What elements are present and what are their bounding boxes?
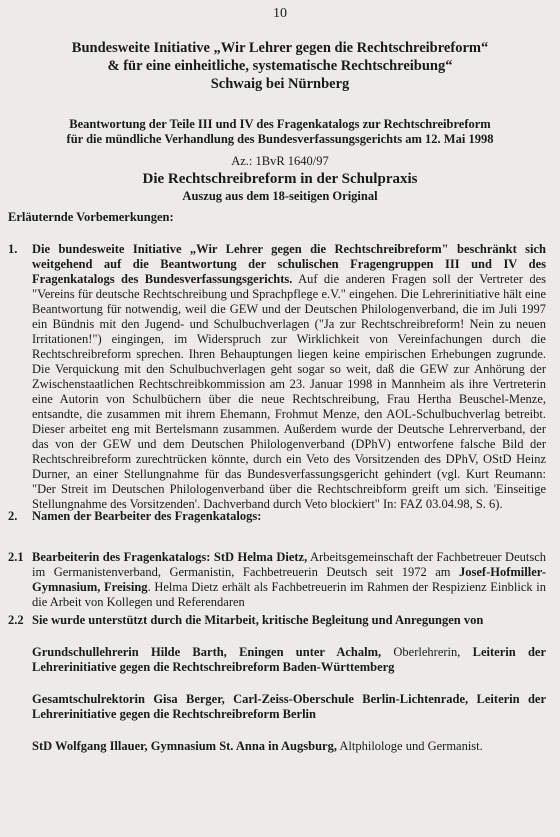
item-heading: Namen der Bearbeiter des Fragenkatalogs: — [32, 509, 262, 523]
contributor-illauer: StD Wolfgang Illauer, Gymnasium St. Anna in Augsburg, Altphilologe und Germanist. — [32, 739, 483, 753]
item-bold-text: Bearbeiterin des Fragenkatalogs: StD Helma Dietz, — [32, 550, 308, 564]
item-text — [32, 242, 546, 512]
item-number: 1. — [8, 242, 18, 256]
item-body-text: Arbeitsgemeinschaft der Fachbetreuer Deutsch im Germanistenverband, Germanistin, Fachbetreuerin Deutsch seit 1972 am — [32, 550, 546, 579]
header-line-2: & für eine einheitliche, systematische Rechtschreibung“ — [107, 58, 453, 74]
contributor-berger: Gesamtschulrektorin Gisa Berger, Carl-Zeiss-Oberschule Berlin-Lichtenrade, Leiterin der Lehrerinitiative gegen die Rechtschreibreform Berlin — [32, 692, 546, 721]
list-item-1 — [8, 242, 546, 512]
document-title: Die Rechtschreibreform in der Schulpraxis — [142, 171, 418, 187]
page-number: 10 — [273, 6, 287, 21]
list-item-2 — [8, 509, 546, 524]
subheader — [0, 117, 560, 147]
item-number: 2.1 — [8, 550, 24, 564]
subheader-line-2: für die mündliche Verhandlung des Bundesverfassungsgerichts am 12. Mai 1998 — [66, 132, 494, 146]
item-body-text: Auf die anderen Fragen soll der Vertreter des "Vereins für deutsche Rechtschreibung und Sprachpflege e.V." eingehen. Die Lehrerinitiative hält eine Beantwortung für notwendig, weil die GEW und der Deutschen Philologenverband, die im Juli 1997 ein Bündnis mit den Jugend- und Schulbuchverlagen ("Ja zur Rechtschreibreform! Nein zu neuen Irritationen!") eingingen, im Widerspruch zur Wirklichkeit von Vereinfachungen durch die Rechtschreibreform sprechen. Ihren Behauptungen liegen keine empirischen Erhebungen zugrunde. Die Verquickung mit den Schulbuchverlagen geht sogar so weit, daß die GEW zur Anhörung der Zwischenstaatlichen Rechtschreibkommission am 23. Januar 1998 in Mannheim als ihre Vertreterin eine Autorin von Schulbüchern über die neue Rechtschreibung, Frau Hertha Beuschel-Menze, entsandte, die zusammen mit ihrem Ehemann, Frohmut Menze, den AOL-Schulbuchverlag betreibt. Dieser arbeitet eng mit Bertelsmann zusammen. Außerdem wurde der Deutsche Lehrerverband, der das von der GEW und dem Deutschen Philologenverband (DPhV) entworfene falsche Bild der Rechtschreibreform zurechtrücken könnte, durch ein Veto des Vorsitzenden des DPhV, OStD Heinz Durner, an einer Stellungnahme für das Bundesverfassungsgericht gehindert (vgl. Kurt Reumann: "Der Streit im Deutschen Philologenverband über die Rechtschreibform greift um sich. 'Einseitige Stellungnahme des Vorsitzenden'. Dachverband durch Veto blockiert" In: FAZ 03.04.98, S. 6). — [32, 272, 546, 511]
list-item-2-2 — [8, 613, 546, 628]
item-number: 2.2 — [8, 613, 24, 627]
contributor-barth: Grundschullehrerin Hilde Barth, Eningen unter Achalm, Oberlehrerin, Leiterin der Lehrerinitiative gegen die Rechtschreibreform Baden-Württemberg — [32, 645, 546, 674]
document-subtitle: Auszug aus dem 18-seitigen Original — [182, 189, 378, 203]
item-text — [32, 550, 546, 610]
header-line-1: Bundesweite Initiative „Wir Lehrer gegen die Rechtschreibreform“ — [71, 40, 489, 56]
intro-heading: Erläuternde Vorbemerkungen: — [8, 210, 174, 224]
item-number: 2. — [8, 509, 18, 523]
subheader-line-1: Beantwortung der Teile III und IV des Fragenkatalogs zur Rechtschreibreform — [69, 117, 491, 131]
header-line-3: Schwaig bei Nürnberg — [210, 76, 350, 92]
item-body-text: . Helma Dietz erhält als Fachbetreuerin im Rahmen der Respizienz Einblick in die Arbeit von Kollegen und Referendaren — [32, 580, 546, 609]
item-bold-text: Josef-Hofmiller-Gymnasium, Freising — [32, 565, 546, 594]
case-number: Az.: 1BvR 1640/97 — [231, 154, 329, 168]
item-bold-text: Die bundesweite Initiative „Wir Lehrer gegen die Rechtschreibreform" beschränkt sich weitgehend auf die Beantwortung der schulischen Fragengruppen III und IV des Fragenkatalogs des Bundesverfassungsgerichts. — [32, 242, 546, 286]
list-item-2-1 — [8, 550, 546, 610]
initiative-header — [0, 39, 560, 93]
item-heading: Sie wurde unterstützt durch die Mitarbeit, kritische Begleitung und Anregungen von — [32, 613, 484, 627]
